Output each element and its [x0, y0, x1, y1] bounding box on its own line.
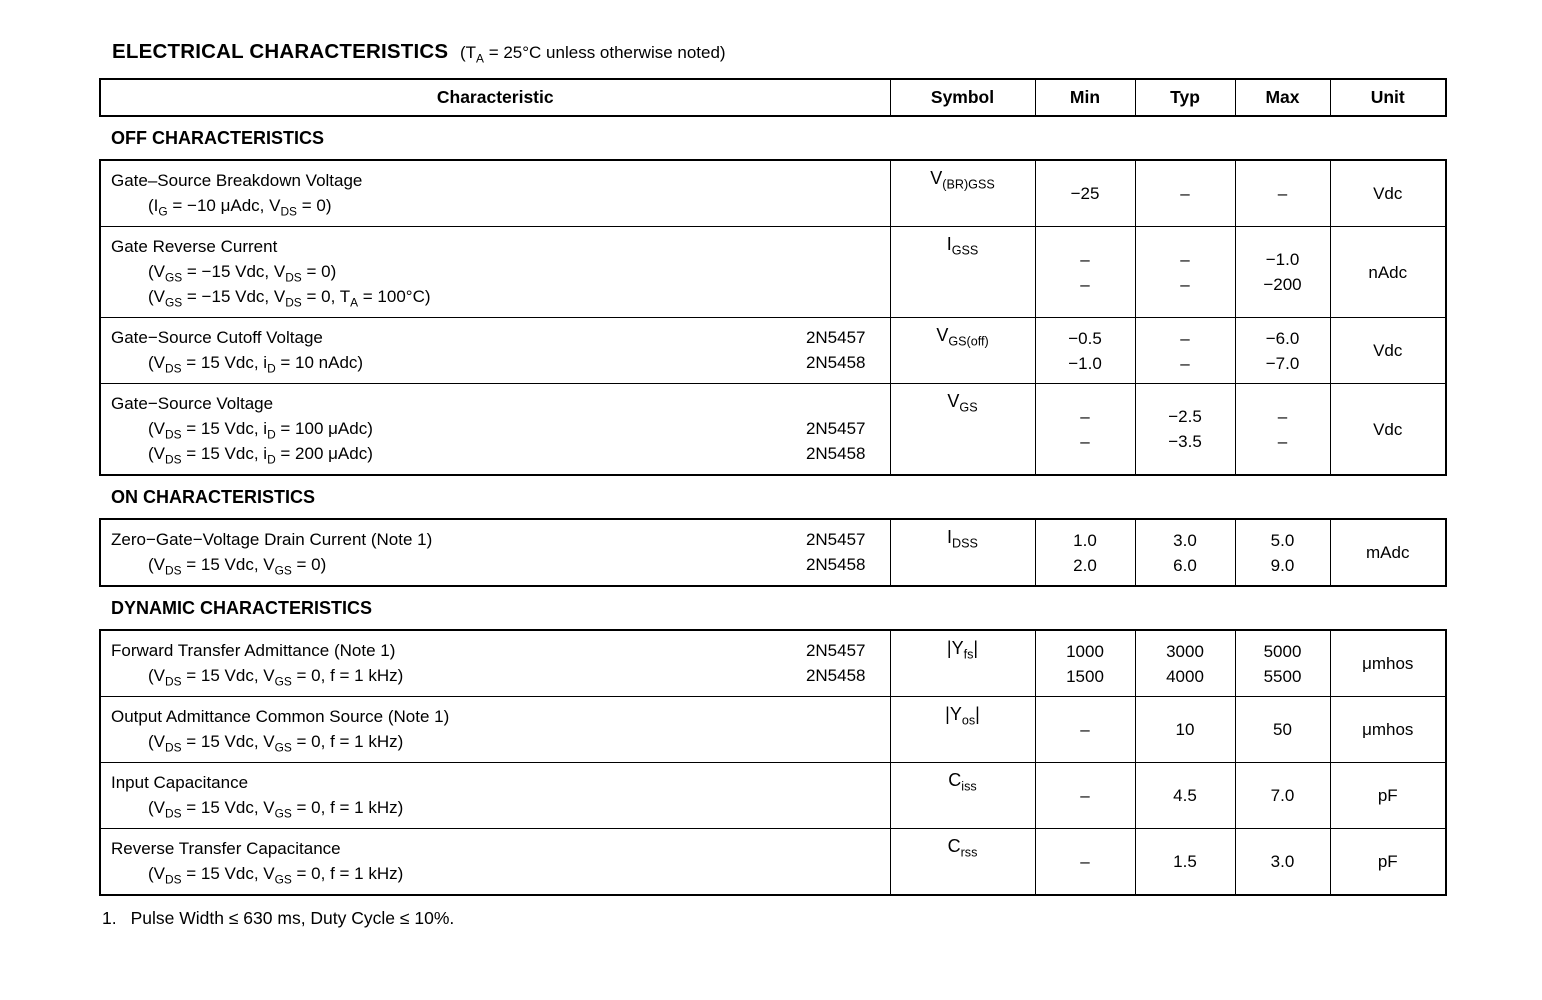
characteristic-name-line — [111, 638, 866, 663]
device-label: 2N5458 — [805, 444, 866, 463]
unit-text: pF — [1377, 786, 1398, 805]
device-label: 2N5458 — [805, 666, 866, 685]
table-row — [100, 227, 1446, 318]
min-cell — [1035, 763, 1135, 829]
symbol-text: $I_{DSS}$ — [947, 527, 978, 551]
typ-value: −2.5 — [1168, 407, 1202, 426]
symbol-text: $V_{(BR)GSS}$ — [930, 168, 995, 192]
section-heading: OFF CHARACTERISTICS — [111, 128, 324, 148]
table-row — [100, 384, 1446, 476]
max-cell — [1235, 160, 1330, 227]
unit-text: pF — [1377, 852, 1398, 871]
max-value: 50 — [1273, 720, 1292, 739]
characteristic-name-line — [111, 168, 866, 193]
characteristic-cell — [100, 160, 890, 227]
section-heading: DYNAMIC CHARACTERISTICS — [111, 598, 372, 618]
table-row — [100, 630, 1446, 697]
symbol-cell — [890, 697, 1035, 763]
typ-value: 10 — [1175, 720, 1195, 739]
max-cell — [1235, 829, 1330, 896]
unit-cell — [1330, 384, 1446, 476]
max-value: – — [1277, 184, 1288, 203]
symbol-text: $V_{GS(off)}$ — [936, 325, 989, 349]
min-value: – — [1080, 786, 1090, 805]
title-condition: ($T_A = 25^\circ C$ unless otherwise noted) — [459, 43, 726, 66]
max-value: – — [1277, 407, 1288, 426]
typ-cell — [1135, 318, 1235, 384]
characteristic-name-line — [111, 234, 866, 259]
unit-cell — [1330, 763, 1446, 829]
table-row — [100, 697, 1446, 763]
characteristic-cell — [100, 384, 890, 476]
characteristics-table — [99, 159, 1447, 476]
characteristic-name: Gate Reverse Current — [111, 237, 278, 256]
max-value: −7.0 — [1265, 353, 1300, 373]
unit-text: Vdc — [1373, 184, 1403, 203]
col-header-typ: Typ — [1135, 79, 1235, 116]
condition-line — [111, 663, 866, 688]
condition-line — [111, 441, 866, 466]
typ-cell — [1135, 519, 1235, 586]
condition-text: ($V_{DS} = 15$ Vdc, $V_{GS} = 0$) — [148, 555, 327, 578]
symbol-cell — [890, 384, 1035, 476]
typ-value: 3000 — [1166, 641, 1204, 661]
condition-text: ($V_{DS} = 15$ Vdc, $i_D = 200$ μAdc) — [148, 444, 373, 467]
unit-cell — [1330, 160, 1446, 227]
typ-value: 1.5 — [1173, 852, 1197, 871]
characteristic-name: Forward Transfer Admittance (Note 1) — [111, 641, 396, 660]
header-row — [100, 79, 1446, 116]
condition-line — [111, 861, 866, 886]
typ-value: 4000 — [1166, 666, 1204, 686]
characteristic-cell — [100, 227, 890, 318]
table-row — [100, 160, 1446, 227]
unit-text: Vdc — [1373, 419, 1403, 439]
condition-line — [111, 284, 866, 309]
typ-cell — [1135, 829, 1235, 896]
characteristic-name: Gate–Source Breakdown Voltage — [111, 171, 363, 190]
condition-text: ($I_G = -10$ μAdc, $V_{DS} = 0$) — [148, 196, 332, 219]
max-value: 5.0 — [1270, 530, 1295, 550]
device-label: 2N5457 — [805, 328, 866, 347]
typ-value: – — [1180, 328, 1190, 348]
min-value: – — [1080, 275, 1090, 294]
unit-cell — [1330, 318, 1446, 384]
symbol-cell — [890, 763, 1035, 829]
condition-text: ($V_{DS} = 15$ Vdc, $i_D = 10$ nAdc) — [148, 353, 364, 376]
characteristic-cell — [100, 829, 890, 896]
title-text: ELECTRICAL CHARACTERISTICS — [112, 40, 449, 63]
device-label: 2N5457 — [805, 641, 866, 660]
symbol-text: $C_{rss}$ — [947, 836, 978, 860]
max-value: −1.0 — [1265, 250, 1300, 269]
symbol-text: $C_{iss}$ — [948, 770, 977, 794]
col-header-min: Min — [1035, 79, 1135, 116]
condition-text: ($V_{DS} = 15$ Vdc, $V_{GS} = 0$, f = 1 kHz) — [148, 666, 404, 689]
symbol-text: $I_{GSS}$ — [946, 234, 979, 258]
characteristic-name: Output Admittance Common Source (Note 1) — [111, 707, 450, 726]
max-value: −200 — [1263, 275, 1302, 294]
condition-line — [111, 350, 866, 375]
max-cell — [1235, 697, 1330, 763]
max-value: 5000 — [1263, 641, 1302, 661]
device-label: 2N5458 — [805, 555, 866, 574]
typ-value: 3.0 — [1173, 530, 1197, 550]
characteristic-name: Gate−Source Voltage — [111, 394, 274, 413]
condition-line — [111, 729, 866, 754]
typ-cell — [1135, 630, 1235, 697]
symbol-cell — [890, 519, 1035, 586]
max-cell — [1235, 318, 1330, 384]
characteristic-name: Reverse Transfer Capacitance — [111, 839, 341, 858]
table-row — [100, 763, 1446, 829]
max-value: 9.0 — [1270, 555, 1295, 575]
min-cell — [1035, 697, 1135, 763]
typ-value: – — [1180, 353, 1190, 373]
min-cell — [1035, 519, 1135, 586]
min-cell — [1035, 318, 1135, 384]
min-value: −1.0 — [1068, 353, 1102, 373]
unit-cell — [1330, 697, 1446, 763]
table-row — [100, 318, 1446, 384]
min-value: – — [1080, 250, 1090, 269]
col-header-max: Max — [1235, 79, 1330, 116]
max-value: 3.0 — [1270, 852, 1295, 871]
symbol-text: $|Y_{os}|$ — [945, 704, 980, 728]
symbol-text: $V_{GS}$ — [947, 391, 978, 415]
max-cell — [1235, 519, 1330, 586]
characteristic-name-line — [111, 704, 866, 729]
max-value: −6.0 — [1265, 328, 1300, 348]
max-cell — [1235, 763, 1330, 829]
symbol-cell — [890, 318, 1035, 384]
footnote-text: Pulse Width ≤ 630 ms, Duty Cycle ≤ 10%. — [130, 908, 455, 928]
min-value: 1000 — [1066, 641, 1104, 661]
unit-cell — [1330, 829, 1446, 896]
section-heading: ON CHARACTERISTICS — [111, 487, 316, 507]
typ-cell — [1135, 227, 1235, 318]
table-header-row — [99, 78, 1447, 117]
typ-value: – — [1180, 275, 1190, 294]
table-row — [100, 519, 1446, 586]
condition-line — [111, 193, 866, 218]
typ-cell — [1135, 697, 1235, 763]
characteristic-name-line — [111, 527, 866, 552]
symbol-cell — [890, 227, 1035, 318]
device-label: 2N5458 — [805, 353, 866, 372]
characteristic-name-line — [111, 770, 866, 795]
characteristic-name-line — [111, 391, 866, 416]
typ-cell — [1135, 763, 1235, 829]
symbol-cell — [890, 160, 1035, 227]
typ-cell — [1135, 384, 1235, 476]
min-cell — [1035, 384, 1135, 476]
device-label: 2N5457 — [805, 530, 866, 549]
min-value: – — [1080, 852, 1090, 871]
unit-cell — [1330, 630, 1446, 697]
min-value: −0.5 — [1068, 328, 1102, 348]
condition-text: ($V_{DS} = 15$ Vdc, $i_D = 100$ μAdc) — [148, 419, 373, 442]
table-sections — [99, 117, 1460, 896]
typ-value: – — [1180, 184, 1190, 203]
unit-text: mAdc — [1366, 543, 1410, 562]
min-cell — [1035, 630, 1135, 697]
condition-line — [111, 259, 866, 284]
characteristic-name: Zero−Gate−Voltage Drain Current (Note 1) — [111, 530, 433, 549]
characteristic-cell — [100, 318, 890, 384]
symbol-cell — [890, 829, 1035, 896]
max-cell — [1235, 630, 1330, 697]
page-title — [112, 40, 1460, 64]
condition-text: ($V_{GS} = -15$ Vdc, $V_{DS} = 0$, $T_A = 100^\circ C$) — [148, 287, 431, 310]
col-header-characteristic: Characteristic — [100, 79, 890, 116]
min-value: −25 — [1070, 184, 1100, 203]
min-value: 1.0 — [1073, 530, 1097, 550]
max-value: 5500 — [1263, 666, 1302, 686]
typ-value: 4.5 — [1173, 786, 1197, 805]
table-row — [100, 829, 1446, 896]
max-value: 7.0 — [1270, 786, 1295, 805]
col-header-unit: Unit — [1330, 79, 1446, 116]
symbol-cell — [890, 630, 1035, 697]
characteristic-name-line — [111, 836, 866, 861]
min-value: – — [1080, 432, 1090, 451]
unit-text: μmhos — [1362, 720, 1414, 739]
col-header-symbol: Symbol — [890, 79, 1035, 116]
min-value: 2.0 — [1073, 555, 1097, 575]
condition-text: ($V_{DS} = 15$ Vdc, $V_{GS} = 0$, f = 1 kHz) — [148, 798, 404, 821]
max-cell — [1235, 227, 1330, 318]
min-cell — [1035, 829, 1135, 896]
unit-cell — [1330, 227, 1446, 318]
footnote-marker: 1. — [102, 908, 117, 928]
condition-line — [111, 795, 866, 820]
max-cell — [1235, 384, 1330, 476]
min-cell — [1035, 227, 1135, 318]
typ-value: −3.5 — [1168, 432, 1202, 451]
condition-text: ($V_{GS} = -15$ Vdc, $V_{DS} = 0$) — [148, 262, 337, 285]
typ-value: – — [1180, 250, 1190, 269]
condition-line — [111, 552, 866, 577]
max-value: – — [1277, 432, 1288, 451]
footnote — [102, 908, 1460, 929]
symbol-text: $|Y_{fs}|$ — [946, 638, 979, 662]
characteristic-cell — [100, 519, 890, 586]
condition-line — [111, 416, 866, 441]
characteristics-table — [99, 518, 1447, 587]
device-label: 2N5457 — [805, 419, 866, 438]
characteristic-cell — [100, 630, 890, 697]
condition-text: ($V_{DS} = 15$ Vdc, $V_{GS} = 0$, f = 1 kHz) — [148, 732, 404, 755]
unit-text: Vdc — [1373, 341, 1403, 360]
characteristic-name: Gate−Source Cutoff Voltage — [111, 328, 323, 347]
min-cell — [1035, 160, 1135, 227]
characteristic-name-line — [111, 325, 866, 350]
unit-text: nAdc — [1368, 262, 1408, 282]
unit-cell — [1330, 519, 1446, 586]
min-value: – — [1080, 407, 1090, 426]
min-value: 1500 — [1066, 666, 1104, 686]
typ-value: 6.0 — [1173, 555, 1197, 575]
unit-text: μmhos — [1362, 654, 1414, 673]
characteristic-cell — [100, 697, 890, 763]
characteristic-cell — [100, 763, 890, 829]
typ-cell — [1135, 160, 1235, 227]
condition-text: ($V_{DS} = 15$ Vdc, $V_{GS} = 0$, f = 1 kHz) — [148, 864, 404, 887]
characteristic-name: Input Capacitance — [111, 773, 249, 792]
min-value: – — [1080, 720, 1090, 739]
characteristics-table — [99, 629, 1447, 896]
